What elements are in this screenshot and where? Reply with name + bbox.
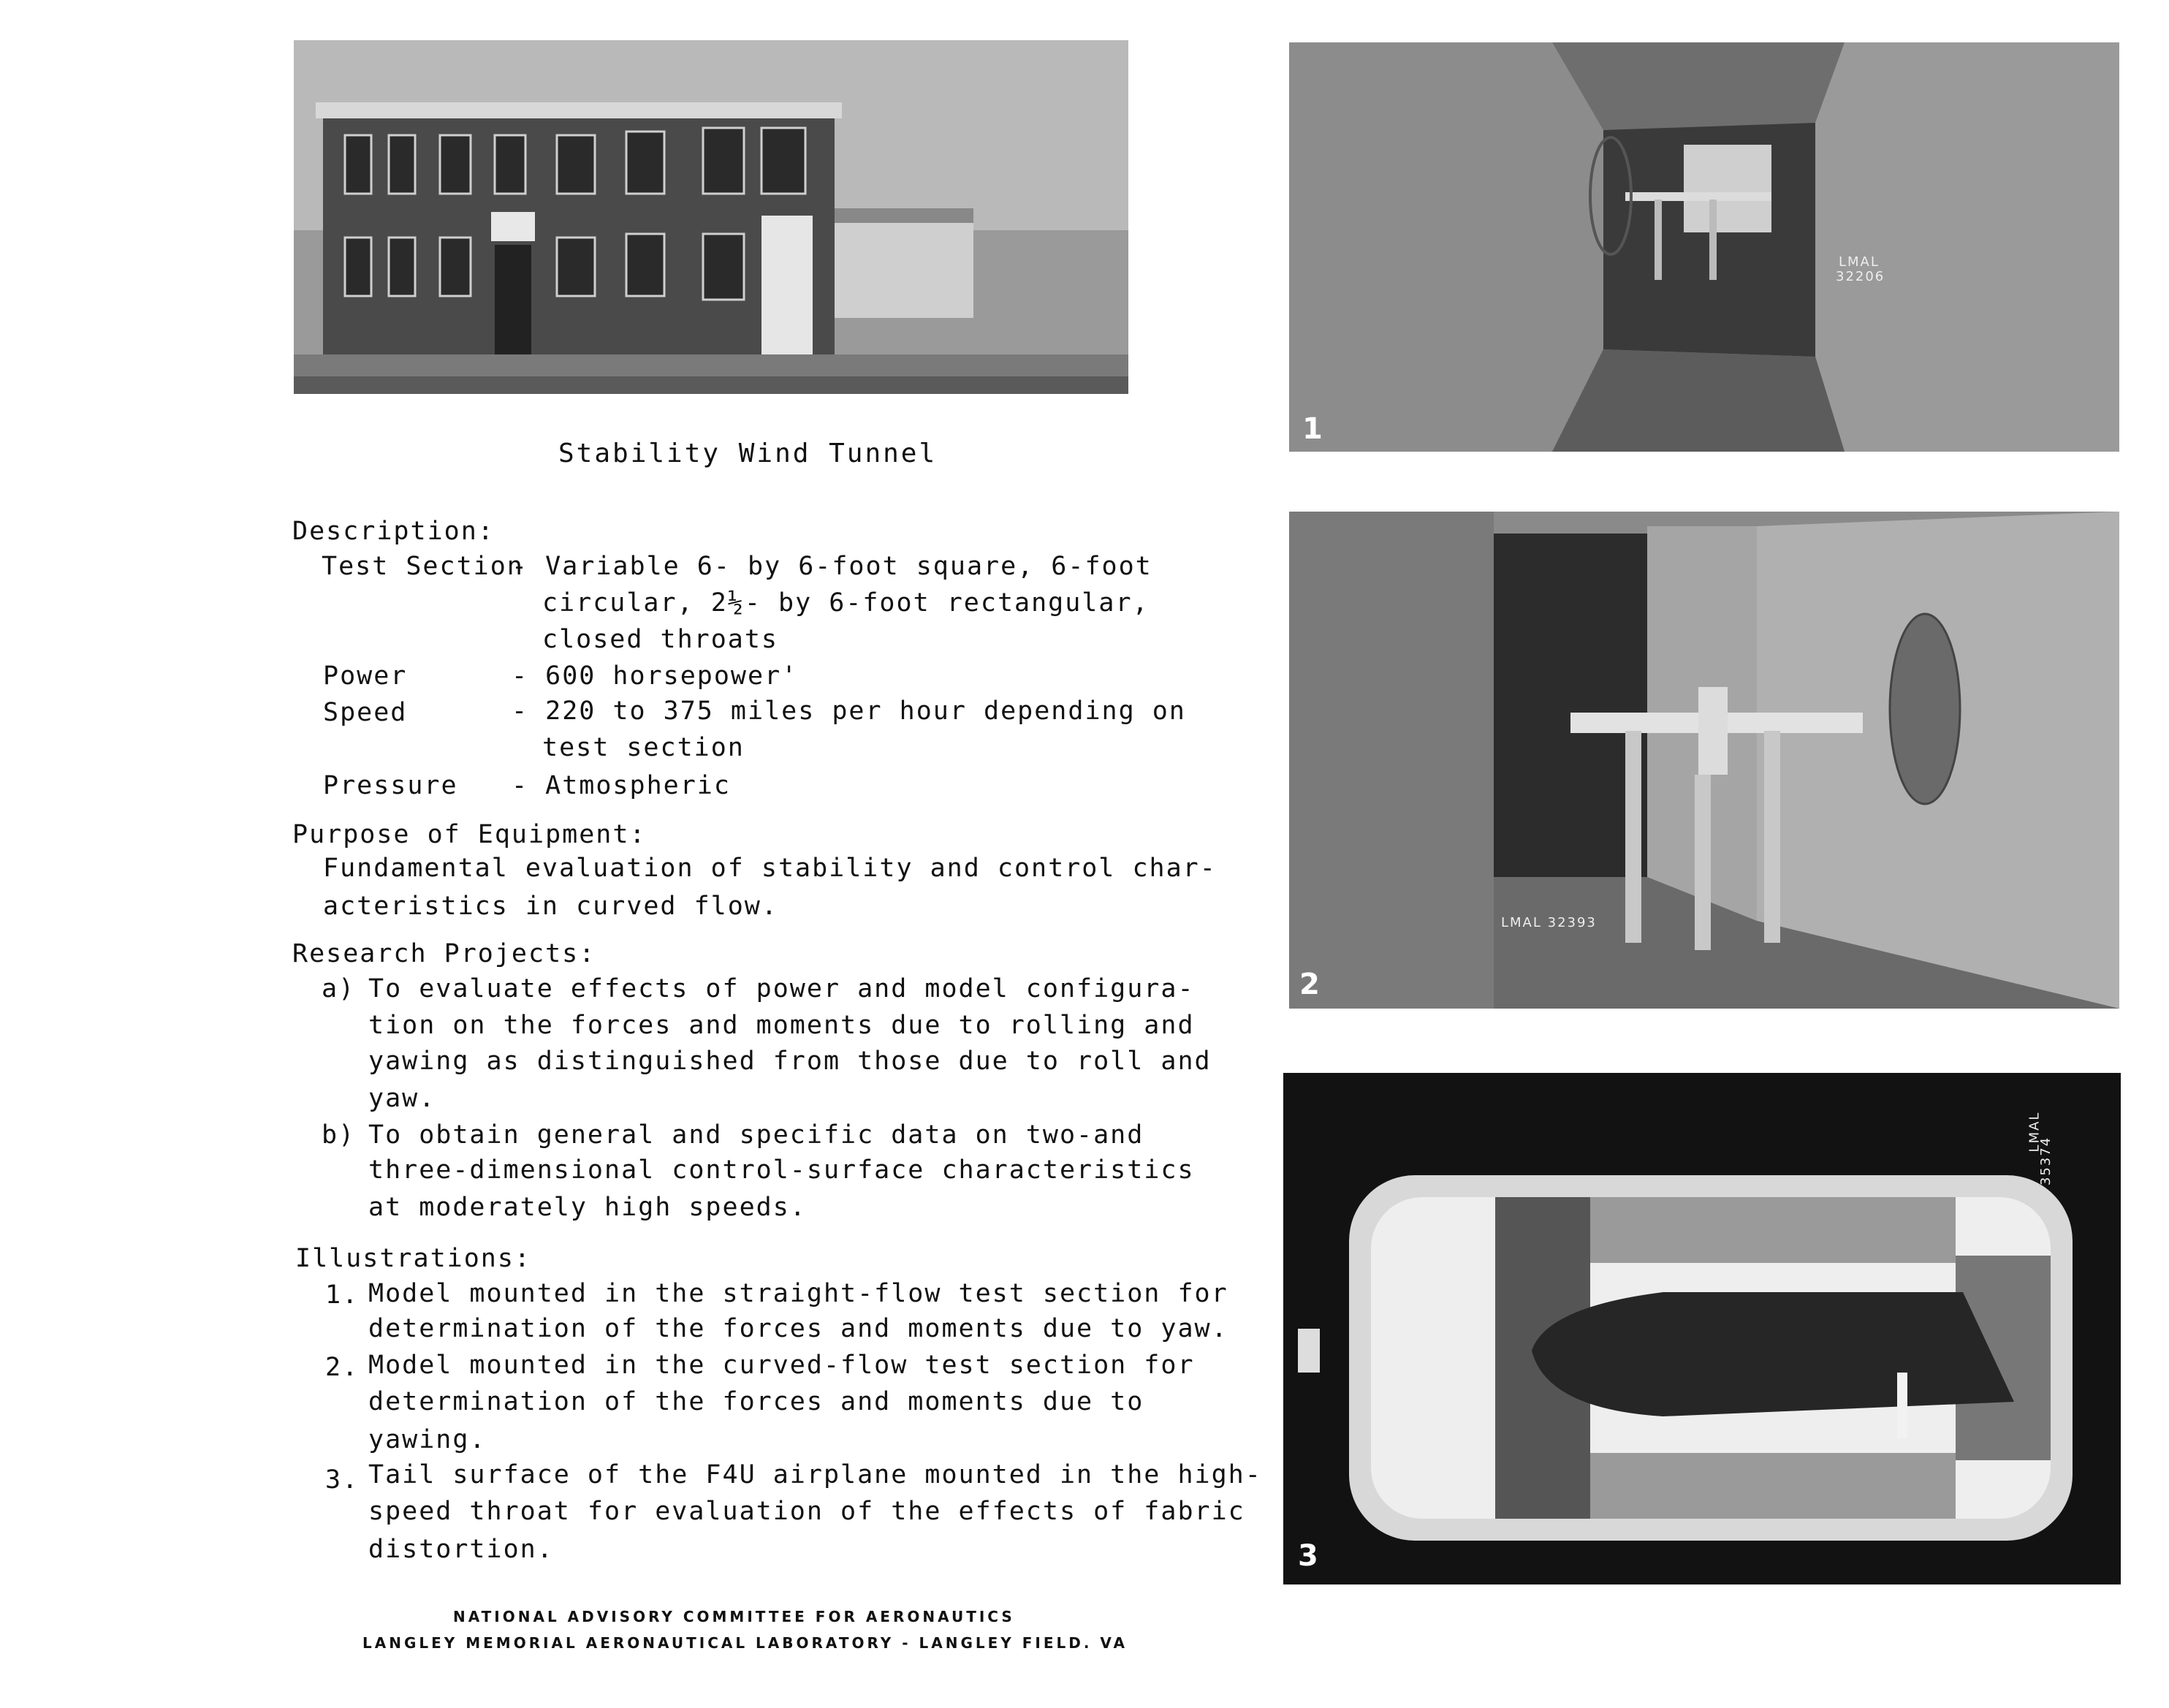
photo-2-tag: LMAL 32393 [1501,915,1597,930]
power-label: Power [323,661,408,691]
illustration-line: determination of the forces and moments due to [368,1387,1144,1416]
description-heading: Description: [292,517,495,546]
research-item-line: tion on the forces and moments due to rolling and [368,1011,1195,1040]
photo-3-tag-line2: 35374 [2038,1136,2054,1186]
pressure-label: Pressure [323,771,458,800]
photo-high-speed-throat [1283,1073,2121,1584]
purpose-heading: Purpose of Equipment: [292,820,647,849]
research-item-line: yaw. [368,1084,436,1113]
speed-line: - 220 to 375 miles per hour depending on [512,697,1186,726]
illustration-line: determination of the forces and moments due to yaw. [368,1314,1228,1343]
illustration-line: Model mounted in the curved-flow test section for [368,1351,1195,1380]
purpose-line: acteristics in curved flow. [323,892,778,921]
research-item-line: yawing as distinguished from those due to roll and [368,1047,1212,1076]
test-section-label: Test Section [322,552,524,581]
research-item-line: To evaluate effects of power and model configura- [368,974,1195,1003]
research-item-marker: a) [322,974,356,1003]
illustration-marker: 3. [325,1465,360,1495]
building-photo [294,40,1128,394]
research-item-line: at moderately high speeds. [368,1193,807,1222]
illustration-line: distortion. [368,1535,554,1564]
photo-number-2: 2 [1299,968,1320,1001]
photo-3-tag-line1: LMAL [2026,1111,2043,1153]
footer-org: NATIONAL ADVISORY COMMITTEE FOR AERONAUTICS [453,1608,1015,1625]
pressure-value: - Atmospheric [512,771,731,800]
photo-number-3: 3 [1298,1539,1318,1573]
illustrations-heading: Illustrations: [295,1244,532,1273]
test-section-line: - Variable 6- by 6-foot square, 6-foot [512,552,1152,581]
speed-label: Speed [323,698,408,727]
illustration-line: yawing. [368,1425,487,1454]
research-item-line: To obtain general and specific data on two-and [368,1120,1144,1150]
test-section-line: closed throats [542,625,779,654]
research-item-marker: b) [322,1120,356,1150]
photo-straight-flow-section [1289,42,2119,452]
photo-1-tag-line2: 32206 [1836,269,1885,284]
photo-number-1: 1 [1302,412,1323,446]
illustration-marker: 1. [325,1280,360,1310]
research-item-line: three-dimensional control-surface characteristics [368,1155,1195,1185]
photo-curved-flow-section [1289,512,2119,1009]
page-title: Stability Wind Tunnel [558,439,938,468]
research-heading: Research Projects: [292,939,596,968]
illustration-line: speed throat for evaluation of the effects of fabric [368,1497,1245,1526]
illustration-line: Model mounted in the straight-flow test section for [368,1279,1228,1308]
test-section-line: circular, 2½- by 6-foot rectangular, [542,588,1150,618]
footer-lab: LANGLEY MEMORIAL AERONAUTICAL LABORATORY - LANGLEY FIELD. VA [362,1634,1128,1652]
photo-1-tag-line1: LMAL [1839,254,1880,270]
illustration-marker: 2. [325,1353,360,1382]
speed-line: test section [542,733,745,762]
power-value: - 600 horsepower' [512,661,799,691]
purpose-line: Fundamental evaluation of stability and control char- [323,854,1217,883]
illustration-line: Tail surface of the F4U airplane mounted in the high- [368,1460,1262,1489]
